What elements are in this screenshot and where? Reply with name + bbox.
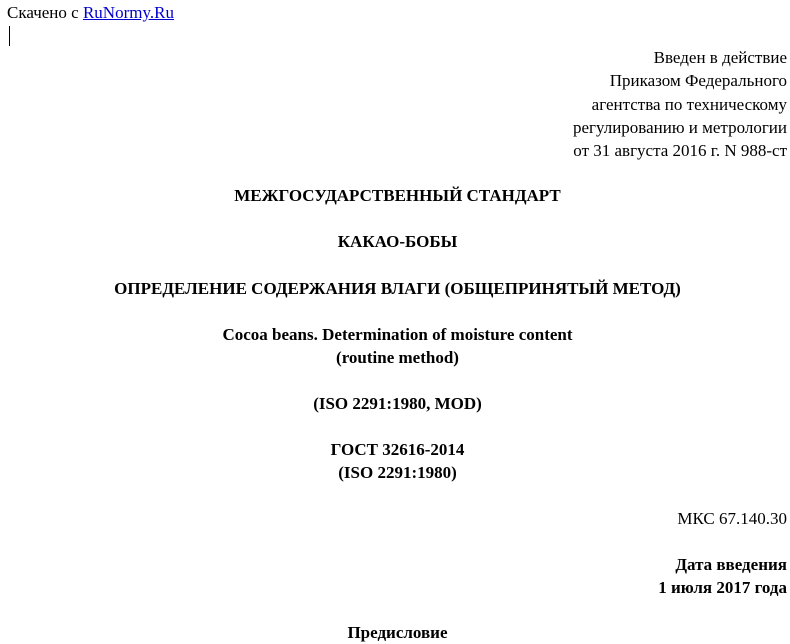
gost-iso-reference: (ISO 2291:1980) bbox=[338, 463, 457, 482]
mks-code: МКС 67.140.30 bbox=[677, 509, 787, 528]
source-line bbox=[7, 2, 174, 24]
enacted-line-2: Приказом Федерального bbox=[609, 71, 787, 90]
preface-heading: Предисловие bbox=[347, 623, 448, 642]
product-heading: КАКАО-БОБЫ bbox=[337, 232, 458, 251]
intro-date-value: 1 июля 2017 года bbox=[658, 578, 787, 597]
gost-number: ГОСТ 32616-2014 bbox=[330, 440, 465, 459]
subject-heading: ОПРЕДЕЛЕНИЕ СОДЕРЖАНИЯ ВЛАГИ (ОБЩЕПРИНЯТЫЙ МЕТОД) bbox=[114, 279, 681, 298]
iso-mod-line: (ISO 2291:1980, MOD) bbox=[313, 394, 482, 413]
enacted-line-3: агентства по техническому bbox=[591, 95, 787, 114]
enacted-line-5: от 31 августа 2016 г. N 988-ст bbox=[573, 141, 787, 160]
english-title-line-1: Cocoa beans. Determination of moisture content bbox=[222, 325, 573, 344]
intro-date-label: Дата введения bbox=[675, 555, 787, 574]
english-title-line-2: (routine method) bbox=[336, 348, 459, 367]
source-prefix: Скачено с bbox=[7, 3, 83, 22]
standard-type-heading: МЕЖГОСУДАРСТВЕННЫЙ СТАНДАРТ bbox=[234, 186, 561, 205]
enacted-line-1: Введен в действие bbox=[653, 48, 787, 67]
source-link[interactable]: RuNormy.Ru bbox=[82, 3, 174, 22]
text-cursor bbox=[9, 26, 10, 46]
enacted-line-4: регулированию и метрологии bbox=[572, 118, 787, 137]
